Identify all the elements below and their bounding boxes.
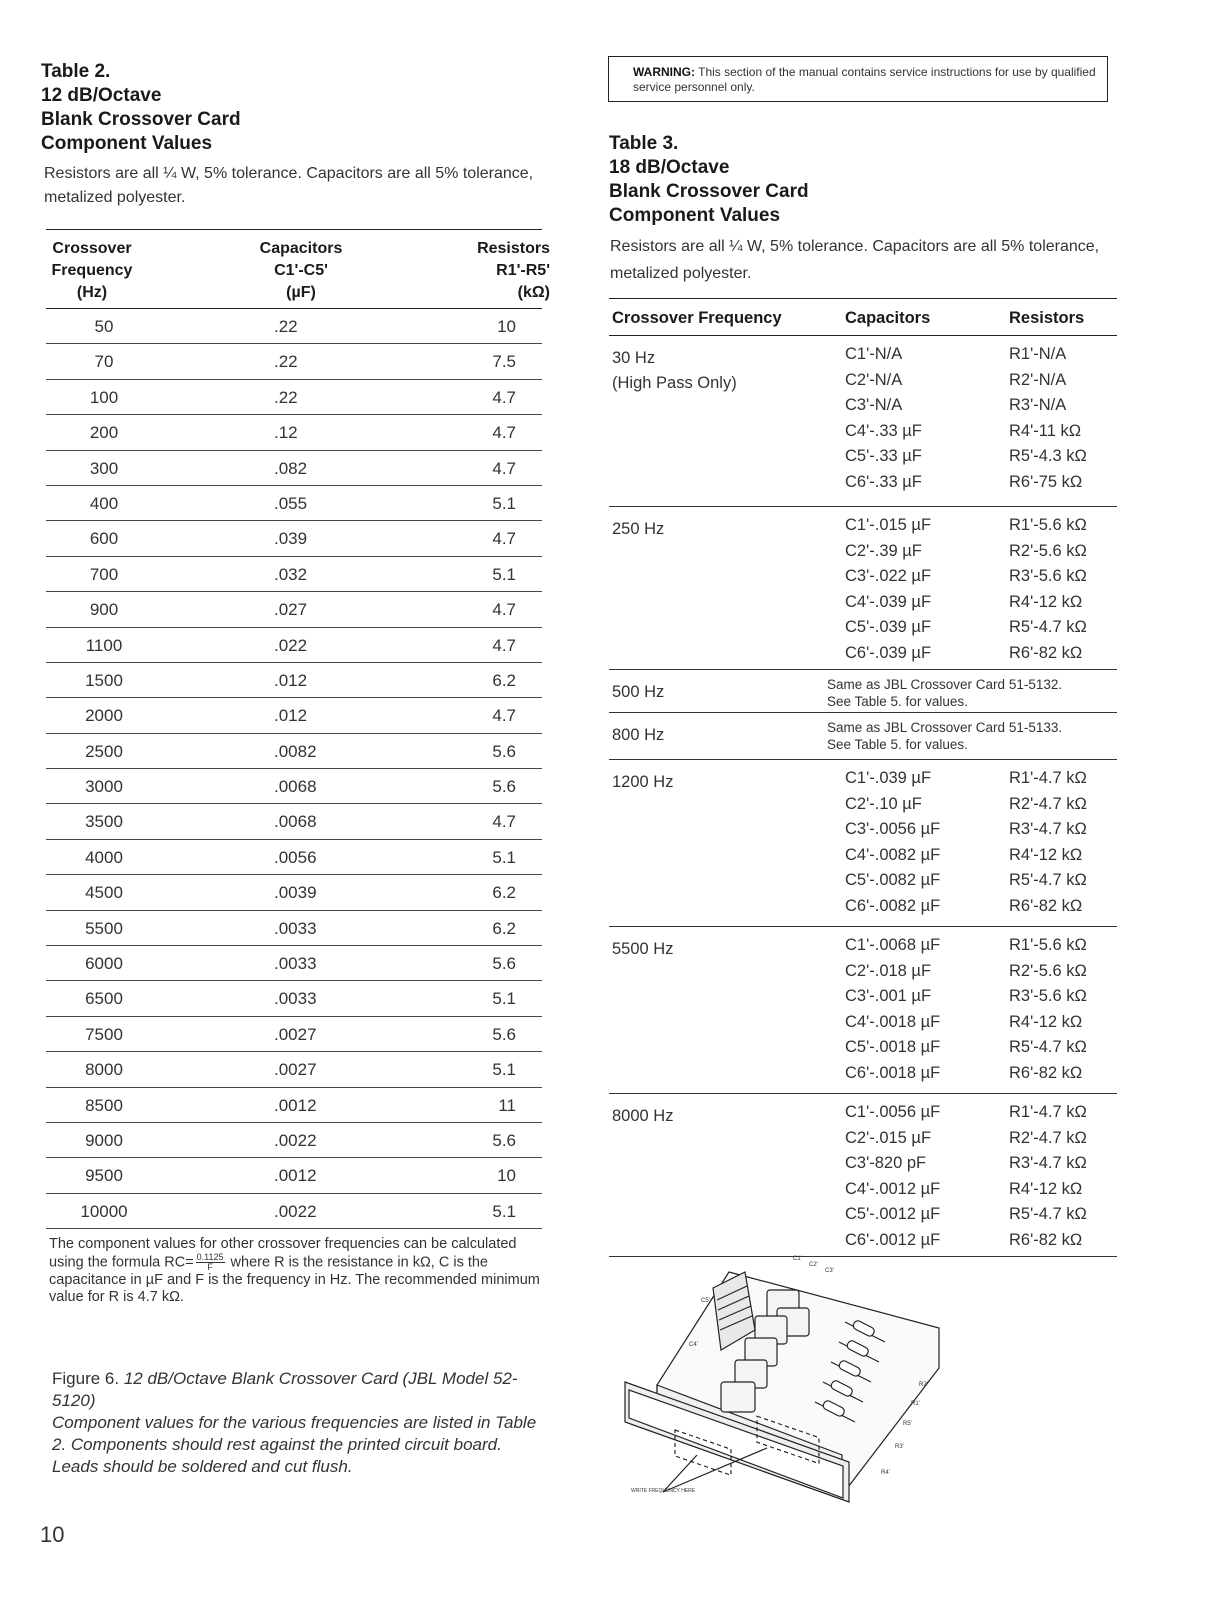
cell-capacitance: .012 [274, 670, 308, 690]
write-frequency-label: WRITE FREQUENCY HERE [631, 1488, 696, 1494]
cell-resistance: 5.1 [492, 564, 516, 584]
resistor-list [1009, 766, 1087, 920]
header-line: R1'-R5' [496, 262, 550, 279]
page-number: 10 [40, 1522, 65, 1547]
table3-group [609, 760, 1117, 927]
table-row [46, 309, 542, 344]
resistor-value: R3'-N/A [1009, 396, 1067, 415]
formula-text-2: where R is the resistance in kΩ, C is the capacitance in µF and F is the frequency in Hz. The recommended minimum value for R is 4.7 kΩ. [49, 1254, 540, 1305]
table-row [46, 415, 542, 450]
resistor-value: R3'-4.7 kΩ [1009, 1154, 1087, 1173]
callout-c4: C4' [689, 1342, 698, 1348]
cell-resistance: 5.1 [492, 989, 516, 1009]
cell-capacitance: .0012 [274, 1095, 317, 1115]
table-row [46, 380, 542, 415]
cell-capacitance: .0033 [274, 918, 317, 938]
group-frequency [612, 770, 673, 795]
capacitor-value: C3'-.0056 µF [845, 820, 941, 839]
cell-resistance: 4.7 [492, 423, 516, 443]
same-as-note [827, 676, 1062, 710]
formula-numerator: 0.1125 [196, 1252, 224, 1262]
capacitor-value: C5'-.33 µF [845, 447, 922, 466]
table2-header-frequency [46, 238, 138, 304]
capacitor-value: C2'-.015 µF [845, 1128, 932, 1147]
callout-c3: C3' [825, 1268, 834, 1274]
table-row [46, 592, 542, 627]
cell-capacitance: .12 [274, 423, 298, 443]
cell-capacitance: .012 [274, 706, 308, 726]
cell-resistance: 4.7 [492, 529, 516, 549]
table2 [46, 229, 550, 1229]
capacitor-value: C3'-N/A [845, 396, 903, 415]
callout-r5: R5' [903, 1421, 912, 1427]
formula-denominator: F [207, 1262, 213, 1272]
header-line: C1'-C5' [274, 262, 328, 279]
resistor-value: R1'-4.7 kΩ [1009, 1103, 1087, 1121]
cell-capacitance: .22 [274, 317, 298, 336]
group-frequency-line: 250 Hz [612, 520, 665, 538]
capacitor-value: C4'-.0018 µF [845, 1012, 941, 1031]
resistor-value: R4'-12 kΩ [1009, 1012, 1083, 1031]
table-row [46, 1123, 542, 1158]
table3-title-line: Blank Crossover Card [609, 181, 809, 202]
table-row [46, 698, 542, 733]
cell-resistance: 5.6 [492, 741, 516, 761]
cell-resistance: 4.7 [492, 387, 516, 407]
table3-group [609, 713, 1117, 760]
resistor-value: R1'-4.7 kΩ [1009, 769, 1087, 787]
resistor-value: R4'-12 kΩ [1009, 1179, 1083, 1198]
cell-frequency: 6000 [85, 954, 123, 974]
resistor-value: R2'-5.6 kΩ [1009, 541, 1087, 560]
figure-label: Figure 6. [52, 1369, 120, 1388]
cell-frequency: 100 [89, 387, 119, 407]
cell-frequency: 8000 [85, 1060, 123, 1080]
table2-header-resistors [446, 238, 550, 304]
cell-resistance: 5.6 [492, 1024, 516, 1044]
resistor-value: R6'-82 kΩ [1009, 643, 1083, 662]
capacitor [721, 1382, 755, 1412]
capacitor-value: C5'-.0082 µF [845, 871, 941, 890]
cell-resistance: 4.7 [492, 706, 516, 726]
table-row [46, 911, 542, 946]
cell-capacitance: .0022 [274, 1130, 317, 1150]
same-as-line: See Table 5. for values. [827, 694, 968, 709]
cell-frequency: 7500 [85, 1024, 123, 1044]
cell-frequency: 3000 [85, 777, 123, 797]
table3-group [609, 1094, 1117, 1257]
cell-resistance: 6.2 [492, 918, 516, 938]
figure-description: Component values for the various frequencies are listed in Table 2. Components should rest against the printed circuit board. Leads should be soldered and cut flush. [52, 1413, 537, 1476]
resistor-list [1009, 933, 1087, 1087]
cell-capacitance: .022 [274, 635, 308, 655]
capacitor-value: C2'-.39 µF [845, 541, 922, 560]
capacitor-value: C4'-.0012 µF [845, 1179, 941, 1198]
resistor-value: R2'-5.6 kΩ [1009, 961, 1087, 980]
capacitor-value: C6'-.0082 µF [845, 896, 941, 915]
resistor-list [1009, 342, 1087, 496]
table2-note: Resistors are all ¼ W, 5% tolerance. Capacitors are all 5% tolerance, metalized polyester. [44, 165, 534, 206]
capacitor-list [845, 513, 931, 667]
table-row [46, 486, 542, 521]
cell-frequency: 700 [89, 564, 119, 584]
header-line: (Hz) [76, 284, 108, 301]
table-row [46, 521, 542, 556]
cell-frequency: 3500 [85, 812, 123, 832]
same-as-note [827, 719, 1062, 753]
callout-r2: R2' [919, 1382, 928, 1388]
same-as-line: Same as JBL Crossover Card 51-5132. [827, 677, 1063, 692]
table2-title-line: Component Values [41, 133, 213, 154]
group-frequency-line: 1200 Hz [612, 773, 674, 791]
group-frequency [612, 937, 673, 962]
resistor-value: R4'-12 kΩ [1009, 845, 1083, 864]
capacitor-value: C6'-.039 µF [845, 643, 932, 662]
cell-resistance: 5.1 [492, 493, 516, 513]
header-line: Capacitors [259, 240, 343, 257]
capacitor-list [845, 766, 940, 920]
table3-header-resistors: Resistors [1009, 309, 1085, 327]
capacitor-value: C2'-.10 µF [845, 794, 922, 813]
capacitor-value: C6'-.0018 µF [845, 1063, 941, 1082]
warning-box [608, 56, 1108, 102]
resistor-value: R5'-4.7 kΩ [1009, 1038, 1087, 1057]
table3-body [609, 336, 1117, 1257]
table3-header-frequency: Crossover Frequency [612, 309, 782, 327]
header-line: Frequency [51, 262, 133, 279]
capacitor-value: C6'-.0012 µF [845, 1230, 941, 1249]
table3-title-line: Component Values [609, 205, 781, 226]
formula-note [49, 1236, 549, 1306]
capacitor-value: C4'-.0082 µF [845, 845, 941, 864]
table3-group [609, 336, 1117, 507]
resistor-value: R5'-4.7 kΩ [1009, 618, 1087, 637]
cell-capacitance: .0033 [274, 954, 317, 974]
table3-title-line: Table 3. [609, 133, 679, 154]
capacitor-value: C1'-.0056 µF [845, 1103, 941, 1121]
table-row [46, 1052, 542, 1087]
group-frequency [612, 723, 664, 748]
group-frequency-line: 8000 Hz [612, 1107, 674, 1125]
cell-frequency: 50 [94, 317, 114, 336]
cell-resistance: 5.1 [492, 1201, 516, 1221]
resistor-value: R6'-82 kΩ [1009, 1230, 1083, 1249]
capacitor-value: C1'-N/A [845, 345, 903, 363]
cell-resistance: 5.1 [492, 847, 516, 867]
cell-frequency: 1100 [85, 635, 123, 655]
resistor-value: R3'-5.6 kΩ [1009, 987, 1087, 1006]
cell-frequency: 9000 [85, 1130, 123, 1150]
table-row [46, 451, 542, 486]
resistor-value: R4'-11 kΩ [1009, 421, 1082, 440]
table-row [46, 1017, 542, 1052]
capacitor-list [845, 1100, 940, 1254]
table3-header [609, 299, 1117, 336]
cell-capacitance: .039 [274, 529, 308, 549]
table3-header-capacitors: Capacitors [845, 309, 931, 327]
cell-resistance: 5.1 [492, 1060, 516, 1080]
table-row [46, 1194, 542, 1229]
cell-frequency: 6500 [85, 989, 123, 1009]
cell-resistance: 5.6 [492, 954, 516, 974]
table2-header [46, 230, 550, 309]
cell-capacitance: .082 [274, 458, 308, 478]
group-frequency-line: 30 Hz [612, 349, 656, 367]
table2-title-line: Blank Crossover Card [41, 109, 241, 130]
cell-capacitance: .0027 [274, 1060, 317, 1080]
table-row [46, 875, 542, 910]
capacitor-value: C4'-.33 µF [845, 421, 922, 440]
resistor-value: R6'-82 kΩ [1009, 896, 1083, 915]
table3 [609, 298, 1117, 1257]
header-line: (kΩ) [517, 284, 550, 301]
cell-frequency: 900 [89, 600, 119, 620]
callout-r3: R3' [895, 1444, 904, 1450]
resistor-value: R1'-N/A [1009, 345, 1067, 363]
capacitor-value: C3'-.001 µF [845, 987, 932, 1006]
capacitor-value: C3'-820 pF [845, 1154, 927, 1173]
resistor-value: R5'-4.7 kΩ [1009, 871, 1087, 890]
warning-text: This section of the manual contains service instructions for use by qualified service personnel only. [633, 65, 1096, 94]
cell-frequency: 400 [89, 493, 119, 513]
table-row [46, 804, 542, 839]
cell-resistance: 6.2 [492, 883, 516, 903]
group-frequency-line: 500 Hz [612, 683, 665, 701]
formula-fraction [196, 1253, 225, 1272]
capacitor-value: C2'-N/A [845, 370, 903, 389]
formula-text-1: The component values for other crossover frequencies can be calculated using the formula RC= [49, 1236, 517, 1271]
resistor-value: R1'-5.6 kΩ [1009, 936, 1087, 954]
cell-capacitance: .0082 [274, 741, 317, 761]
capacitor-value: C5'-.0018 µF [845, 1038, 941, 1057]
resistor-value: R5'-4.3 kΩ [1009, 447, 1087, 466]
table-row [46, 557, 542, 592]
cell-frequency: 2000 [85, 706, 123, 726]
header-line: (µF) [286, 284, 316, 301]
cell-resistance: 10 [497, 317, 516, 336]
cell-capacitance: .0056 [274, 847, 317, 867]
figure-title: 12 dB/Octave Blank Crossover Card (JBL Model 52-5120) [52, 1369, 518, 1410]
table-row [46, 946, 542, 981]
table2-title [41, 60, 341, 156]
table-row [46, 344, 542, 379]
table2-title-line: 12 dB/Octave [41, 85, 162, 106]
callout-c2: C2' [809, 1262, 818, 1268]
resistor-value: R2'-4.7 kΩ [1009, 1128, 1087, 1147]
cell-resistance: 4.7 [492, 600, 516, 620]
cell-frequency: 4500 [85, 883, 123, 903]
cell-frequency: 600 [89, 529, 119, 549]
cell-capacitance: .032 [274, 564, 308, 584]
same-as-line: See Table 5. for values. [827, 737, 968, 752]
table-row [46, 981, 542, 1016]
resistor-value: R6'-75 kΩ [1009, 472, 1083, 491]
cell-capacitance: .0039 [274, 883, 317, 903]
cell-capacitance: .22 [274, 352, 298, 372]
capacitor-value: C5'-.039 µF [845, 618, 932, 637]
cell-frequency: 1500 [85, 670, 123, 690]
group-frequency [612, 1104, 673, 1129]
table2-title-line: Table 2. [41, 61, 111, 82]
resistor-value: R6'-82 kΩ [1009, 1063, 1083, 1082]
table3-group [609, 670, 1117, 713]
cell-capacitance: .0068 [274, 812, 317, 832]
cell-frequency: 9500 [85, 1166, 123, 1186]
cell-resistance: 4.7 [492, 458, 516, 478]
same-as-line: Same as JBL Crossover Card 51-5133. [827, 720, 1063, 735]
table2-body [46, 309, 542, 1229]
cell-frequency: 5500 [85, 918, 123, 938]
table-row [46, 840, 542, 875]
resistor-value: R5'-4.7 kΩ [1009, 1205, 1087, 1224]
header-line: Resistors [477, 240, 550, 257]
cell-frequency: 8500 [85, 1095, 123, 1115]
cell-resistance: 7.5 [492, 352, 516, 372]
cell-frequency: 300 [89, 458, 119, 478]
callout-r4: R4' [881, 1470, 890, 1476]
cell-resistance: 6.2 [492, 670, 516, 690]
header-line: Crossover [52, 240, 132, 257]
resistor-list [1009, 1100, 1087, 1254]
capacitor-value: C6'-.33 µF [845, 472, 922, 491]
table3-title-line: 18 dB/Octave [609, 157, 730, 178]
resistor-value: R3'-5.6 kΩ [1009, 567, 1087, 586]
cell-capacitance: .027 [274, 600, 308, 620]
resistor-value: R3'-4.7 kΩ [1009, 820, 1087, 839]
table-row [46, 663, 542, 698]
figure-caption [52, 1368, 552, 1478]
cell-capacitance: .0022 [274, 1201, 317, 1221]
cell-resistance: 10 [497, 1166, 516, 1186]
callout-c5: C5' [701, 1298, 710, 1304]
table-row [46, 1158, 542, 1193]
resistor-value: R2'-N/A [1009, 370, 1067, 389]
cell-capacitance: .0027 [274, 1024, 317, 1044]
cell-resistance: 5.6 [492, 1130, 516, 1150]
crossover-card-illustration [617, 1250, 947, 1510]
table-row [46, 1088, 542, 1123]
table3-title [609, 132, 909, 228]
capacitor-value: C3'-.022 µF [845, 567, 932, 586]
table3-note: Resistors are all ¼ W, 5% tolerance. Capacitors are all 5% tolerance, metalized polyester. [610, 238, 1100, 282]
table3-group [609, 507, 1117, 670]
cell-frequency: 2500 [85, 741, 123, 761]
resistor-list [1009, 513, 1087, 667]
capacitor-value: C5'-.0012 µF [845, 1205, 941, 1224]
group-frequency-line: 5500 Hz [612, 940, 674, 958]
group-frequency-line: 800 Hz [612, 726, 665, 744]
cell-resistance: 11 [498, 1095, 516, 1115]
cell-capacitance: .0033 [274, 989, 317, 1009]
table-row [46, 628, 542, 663]
group-frequency [612, 680, 664, 705]
cell-capacitance: .055 [274, 493, 308, 513]
table-row [46, 769, 542, 804]
cell-capacitance: .22 [274, 387, 298, 407]
cell-frequency: 70 [94, 352, 114, 372]
cell-resistance: 4.7 [492, 635, 516, 655]
group-frequency [612, 517, 664, 542]
cell-frequency: 10000 [80, 1201, 128, 1221]
table2-header-capacitors [246, 238, 356, 304]
cell-frequency: 4000 [85, 847, 123, 867]
cell-resistance: 4.7 [492, 812, 516, 832]
capacitor-value: C4'-.039 µF [845, 592, 932, 611]
capacitor-value: C1'-.0068 µF [845, 936, 941, 954]
resistor-value: R4'-12 kΩ [1009, 592, 1083, 611]
callout-r1: R1' [911, 1401, 920, 1407]
capacitor-value: C2'-.018 µF [845, 961, 932, 980]
cell-capacitance: .0068 [274, 777, 317, 797]
group-frequency-line: (High Pass Only) [612, 374, 737, 392]
capacitor-list [845, 933, 940, 1087]
capacitor-value: C1'-.015 µF [845, 516, 932, 534]
warning-label: WARNING: [633, 65, 695, 79]
cell-frequency: 200 [89, 423, 119, 443]
table-row [46, 734, 542, 769]
cell-capacitance: .0012 [274, 1166, 317, 1186]
table3-group [609, 927, 1117, 1094]
capacitor-value: C1'-.039 µF [845, 769, 932, 787]
resistor-value: R2'-4.7 kΩ [1009, 794, 1087, 813]
resistor-value: R1'-5.6 kΩ [1009, 516, 1087, 534]
callout-c1: C1' [793, 1256, 802, 1262]
cell-resistance: 5.6 [492, 777, 516, 797]
group-frequency [612, 346, 737, 396]
capacitor-list [845, 342, 922, 496]
